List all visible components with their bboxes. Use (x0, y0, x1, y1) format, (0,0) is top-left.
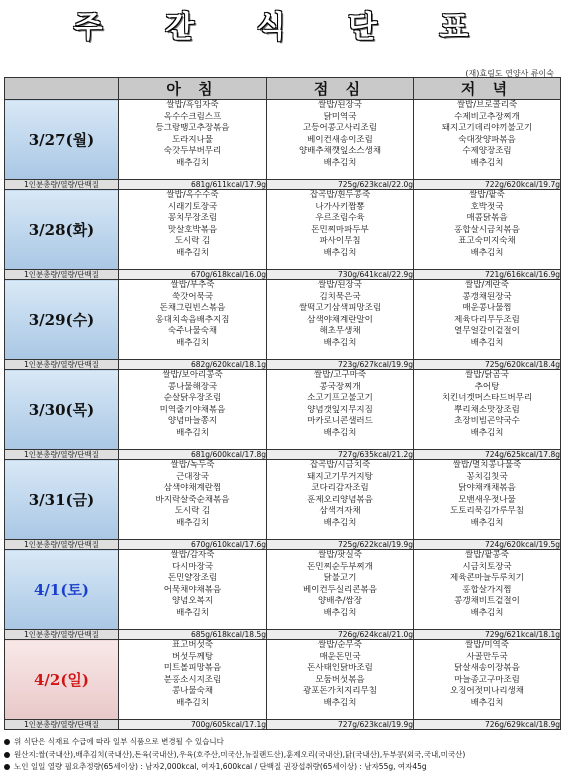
dish-item: 숙갓두부버무리 (163, 146, 222, 157)
menu-body (5, 100, 561, 730)
dish-item: 근대장국 (176, 471, 209, 482)
dish-item: 쌀밥/녹두죽 (170, 460, 215, 470)
dish-item: 소고기프고불고기 (307, 393, 373, 404)
dish-item: 나가사키짬뽕 (315, 201, 365, 212)
day-row (5, 460, 561, 540)
dish-item: 수제양장조림 (462, 146, 512, 157)
dish-item: 매운돈민국 (319, 651, 361, 662)
dish-item: 배추김치 (470, 427, 504, 438)
dish-item: 호박젓국 (470, 201, 504, 212)
bullet-icon (4, 764, 10, 770)
dish-item: 모둠버섯볶음 (315, 674, 365, 685)
dish-item: 닭미역국 (323, 111, 357, 122)
dinner-cell (414, 190, 561, 270)
dish-item: 쑥갓어묵국 (171, 291, 214, 302)
dish-item: 훈제오리양념볶음 (307, 494, 373, 505)
dish-item: 돈민찌순두부찌개 (307, 561, 373, 572)
dish-item: 배추김치 (470, 157, 504, 168)
note-text: 노인 일일 열량 필요추정량(65세이상) : 남자2,000kcal, 여자1,600kcal / 단백질 권장섭취량(65세이상) : 남자55g, 여자45g (14, 762, 427, 771)
note-item (4, 736, 564, 749)
nutrition-value: 681g/600kcal/17.8g (119, 450, 267, 460)
dish-item: 코다리감자조림 (311, 483, 369, 494)
day-row (5, 280, 561, 360)
dish-item: 배추김치 (176, 337, 209, 348)
day-row (5, 640, 561, 720)
dish-item: 제육다리무두조림 (454, 314, 520, 325)
breakfast-cell (119, 100, 267, 180)
dish-item: 쌀밥/멸치콩나물죽 (452, 460, 522, 470)
breakfast-cell (119, 460, 267, 540)
day-row (5, 190, 561, 270)
dish-item: 초장비빔곤약국수 (454, 416, 520, 427)
dish-item: 돈채그린빈스볶음 (159, 303, 226, 314)
dish-item: 추어탕 (474, 381, 500, 392)
dish-item: 쌀밥/미역죽 (465, 640, 509, 650)
dish-item: 쌀밥/브로콜리죽 (456, 100, 518, 110)
dish-item: 쌀밥/팥콩죽 (465, 550, 509, 560)
dish-item: 잡곡밥/시금치죽 (309, 460, 371, 470)
dish-item: 사골만두국 (466, 651, 508, 662)
dish-item: 배추김치 (470, 337, 504, 348)
dish-item: 치킨너겟머스타드버무리 (441, 393, 533, 404)
dish-item: 양배추채깻잎소스생채 (298, 146, 382, 157)
day-row (5, 370, 561, 450)
dish-item: 수제비고추장찌개 (454, 111, 520, 122)
dish-item: 해초무생채 (319, 326, 361, 337)
dish-item: 미트볼피망볶음 (163, 663, 222, 674)
dish-item: 쌀밥/계란죽 (465, 280, 509, 290)
dish-item: 닭불고기 (323, 573, 357, 584)
dish-item: 쌀밥/흑임자죽 (166, 100, 219, 110)
day-date: 3/28(화) (5, 190, 119, 270)
dish-item: 등그랑땡고추장볶음 (155, 123, 230, 134)
dish-item: 숙대잣양파볶음 (458, 134, 516, 145)
nutrition-label: 1인분총량/열량/단백질 (5, 630, 119, 640)
note-text: 위 식단은 식재료 수급에 따라 일부 식품으로 변경될 수 있습니다 (14, 737, 224, 746)
dish-item: 바지락살죽순채볶음 (155, 494, 230, 505)
dish-item: 잡곡밥/흰두콩죽 (309, 190, 371, 200)
dish-item: 쌀밥/팟실죽 (318, 550, 362, 560)
dish-item: 마늘종고구마조림 (454, 674, 520, 685)
dish-item: 배추김치 (470, 517, 504, 528)
lunch-cell (267, 100, 414, 180)
page-title: 주 간 식 단 표 (73, 10, 495, 45)
nutrition-value: 723g/627kcal/19.9g (267, 360, 414, 370)
header-dinner: 저 녁 (414, 78, 561, 100)
dish-item: 매콤닭볶음 (466, 213, 508, 224)
dish-item: 맛살호박볶음 (167, 224, 218, 235)
dish-item: 홍합살가지찜 (462, 584, 512, 595)
dish-item: 도라지나물 (171, 134, 214, 145)
dish-item: 오징어젓미나리생채 (450, 686, 524, 697)
dish-item: 닭살새송이장볶음 (454, 663, 520, 674)
day-date: 3/31(금) (5, 460, 119, 540)
dinner-cell (414, 100, 561, 180)
dish-item: 배추김치 (323, 517, 357, 528)
dish-item: 순살닭우장조림 (163, 393, 222, 404)
nutrition-value: 721g/616kcal/16.9g (414, 270, 561, 280)
nutrition-label: 1인분총량/열량/단백질 (5, 360, 119, 370)
dish-item: 돼지고기무거지탕 (307, 471, 373, 482)
dish-item: 배추김치 (470, 247, 504, 258)
dinner-cell (414, 280, 561, 360)
nutrition-row (5, 540, 561, 550)
dish-item: 양념오복지 (171, 596, 214, 607)
dish-item: 분홍소시지조림 (163, 674, 222, 685)
dinner-cell (414, 550, 561, 630)
nutrition-value: 727g/623kcal/19.9g (267, 720, 414, 730)
dish-item: 쌀밥/고구마죽 (313, 370, 367, 380)
header-corner (5, 78, 119, 100)
day-row (5, 100, 561, 180)
dish-item: 김치묵은국 (319, 291, 361, 302)
nutrition-value: 729g/621kcal/18.1g (414, 630, 561, 640)
header-breakfast: 아 침 (119, 78, 267, 100)
dish-item: 쌀떡고기삼색피망조림 (298, 303, 382, 314)
nutrition-value: 725g/623kcal/22.0g (267, 180, 414, 190)
dish-item: 꽁치김칫국 (466, 471, 508, 482)
nutrition-value: 685g/618kcal/18.5g (119, 630, 267, 640)
day-date: 3/30(목) (5, 370, 119, 450)
breakfast-cell (119, 550, 267, 630)
dish-item: 꽁치무장조림 (167, 213, 218, 224)
nutrition-label: 1인분총량/열량/단백질 (5, 450, 119, 460)
lunch-cell (267, 640, 414, 720)
dish-item: 돼지고기데리야끼불고기 (441, 123, 533, 134)
bullet-icon (4, 752, 10, 758)
dish-item: 배추김치 (176, 157, 209, 168)
nutrition-row (5, 270, 561, 280)
nutrition-value: 682g/620kcal/18.1g (119, 360, 267, 370)
note-item (4, 749, 564, 762)
nutrition-row (5, 630, 561, 640)
dish-item: 쌀밥/된장국 (318, 100, 362, 110)
dish-item: 배추김치 (323, 157, 357, 168)
dish-item: 숙주나물숙채 (167, 326, 218, 337)
day-date: 4/1(토) (5, 550, 119, 630)
dish-item: 돈민찌마파두부 (311, 224, 369, 235)
dish-item: 삼색야채계란말이 (307, 314, 373, 325)
dish-item: 베이컨두실리콘볶음 (303, 584, 377, 595)
dish-item: 배추김치 (176, 247, 209, 258)
nutrition-value: 681g/611kcal/17.9g (119, 180, 267, 190)
dish-item: 배추김치 (470, 607, 504, 618)
dish-item: 도시락 김 (174, 236, 211, 247)
lunch-cell (267, 190, 414, 270)
dish-item: 버섯두께탕 (171, 651, 214, 662)
dish-item: 표고숙미지숙채 (458, 236, 516, 247)
breakfast-cell (119, 280, 267, 360)
dish-item: 열무얼갈이겉절이 (454, 326, 520, 337)
dish-item: 콩나물숙채 (171, 686, 214, 697)
dish-item: 제육콘마늘두루치기 (450, 573, 524, 584)
dish-item: 콩갱채된장국 (462, 291, 512, 302)
dish-item: 배추김치 (470, 697, 504, 708)
meal-header-row (5, 78, 561, 100)
dish-item: 쌀밥/부추죽 (170, 280, 215, 290)
nutrition-value: 670g/610kcal/17.6g (119, 540, 267, 550)
dish-item: 배추김치 (176, 517, 209, 528)
dish-item: 매운콩나물찜 (462, 303, 512, 314)
nutrition-row (5, 720, 561, 730)
dish-item: 쌀밥/보아리콩죽 (162, 370, 223, 380)
dish-item: 배추김치 (176, 697, 209, 708)
dish-item: 배추김치 (323, 607, 357, 618)
note-text: 원산지:쌀(국내산),배추김치(국내산),돈육(국내산),우육(호주산,미국산,뉴질랜드산),훈제오리(국내산),닭(국내산),두부콩(외국,국내,미국산) (14, 749, 466, 759)
dinner-cell (414, 370, 561, 450)
header-lunch: 점 심 (267, 78, 414, 100)
lunch-cell (267, 550, 414, 630)
dish-item: 쌀밥/감자죽 (170, 550, 215, 560)
dish-item: 고등어콩고사리조림 (303, 123, 377, 134)
nutrition-row (5, 450, 561, 460)
nutrition-value: 724g/620kcal/19.5g (414, 540, 561, 550)
day-date: 4/2(일) (5, 640, 119, 720)
dish-item: 베이컨새송이조림 (307, 134, 373, 145)
bullet-icon (4, 739, 10, 745)
dish-item: 시래기토장국 (167, 201, 218, 212)
dish-item: 쌀밥/닭곰국 (465, 370, 509, 380)
dish-item: 배추김치 (176, 607, 209, 618)
organization-label: (재)효림도 연양사 류이숙 (465, 69, 554, 78)
day-row (5, 550, 561, 630)
lunch-cell (267, 460, 414, 540)
breakfast-cell (119, 640, 267, 720)
notes (4, 736, 564, 774)
breakfast-cell (119, 190, 267, 270)
breakfast-cell (119, 370, 267, 450)
nutrition-value: 700g/605kcal/17.1g (119, 720, 267, 730)
nutrition-row (5, 360, 561, 370)
dish-item: 배추김치 (323, 337, 357, 348)
dish-item: 쌀밥/옥수수죽 (166, 190, 219, 200)
dish-item: 옥수수크림스프 (163, 111, 222, 122)
dish-item: 삼색야채계란찜 (163, 483, 222, 494)
dish-item: 배추김치 (176, 427, 209, 438)
dish-item: 삼색겨자채 (319, 506, 361, 517)
dish-item: 옹대치속음배추지짐 (155, 314, 230, 325)
dish-item: 콩갱채비트겉절이 (454, 596, 520, 607)
dish-item: 양배추/쌈장 (318, 596, 362, 607)
dish-item: 콩나물해장국 (167, 381, 218, 392)
dish-item: 다시마장국 (171, 561, 214, 572)
dinner-cell (414, 640, 561, 720)
dish-item: 홍합살시금치볶음 (454, 224, 520, 235)
dish-item: 배추김치 (323, 697, 357, 708)
nutrition-label: 1인분총량/열량/단백질 (5, 540, 119, 550)
nutrition-value: 725g/622kcal/19.9g (267, 540, 414, 550)
nutrition-label: 1인분총량/열량/단백질 (5, 270, 119, 280)
nutrition-label: 1인분총량/열량/단백질 (5, 180, 119, 190)
note-item (4, 761, 564, 774)
dish-item: 배추김치 (323, 427, 357, 438)
dish-item: 양념갯잎지무지짐 (307, 404, 373, 415)
lunch-cell (267, 280, 414, 360)
dish-item: 시금치토장국 (462, 561, 512, 572)
nutrition-value: 722g/620kcal/19.7g (414, 180, 561, 190)
dish-item: 양념마늘쫑지 (167, 416, 218, 427)
dish-item: 파사이무침 (319, 236, 361, 247)
dish-item: 쌀밥/된장국 (318, 280, 362, 290)
dish-item: 어묵채야채볶음 (163, 584, 222, 595)
nutrition-label: 1인분총량/열량/단백질 (5, 720, 119, 730)
dish-item: 모밴새우젓나물 (458, 494, 516, 505)
dish-item: 닭야채캐채볶음 (458, 483, 516, 494)
nutrition-row (5, 180, 561, 190)
dish-item: 뿌리채소맛장조림 (454, 404, 520, 415)
nutrition-value: 670g/618kcal/16.0g (119, 270, 267, 280)
lunch-cell (267, 370, 414, 450)
nutrition-value: 725g/620kcal/18.4g (414, 360, 561, 370)
dish-item: 돈사태인닭바조림 (307, 663, 373, 674)
dish-item: 도토리묵김가루무침 (450, 506, 524, 517)
nutrition-value: 727g/635kcal/21.2g (267, 450, 414, 460)
weekly-menu-table (4, 77, 561, 730)
nutrition-value: 726g/624kcal/21.0g (267, 630, 414, 640)
dish-item: 도시락 김 (174, 506, 211, 517)
dish-item: 광포돈가치지리무침 (303, 686, 377, 697)
dish-item: 표고버섯죽 (171, 640, 214, 650)
day-date: 3/29(수) (5, 280, 119, 360)
dish-item: 마카로니콘샐러드 (307, 416, 373, 427)
dish-item: 미역줄기야채볶음 (159, 404, 226, 415)
dish-item: 쌀밥/순무죽 (318, 640, 362, 650)
dish-item: 배추김치 (323, 247, 357, 258)
nutrition-value: 724g/625kcal/17.8g (414, 450, 561, 460)
dish-item: 콩국장찌개 (319, 381, 361, 392)
nutrition-value: 730g/641kcal/22.9g (267, 270, 414, 280)
day-date: 3/27(월) (5, 100, 119, 180)
nutrition-value: 726g/629kcal/18.9g (414, 720, 561, 730)
dinner-cell (414, 460, 561, 540)
dish-item: 쌀밥/팥죽 (469, 190, 505, 200)
dish-item: 돈민얄장조림 (167, 573, 218, 584)
dish-item: 우르조림수육 (315, 213, 365, 224)
